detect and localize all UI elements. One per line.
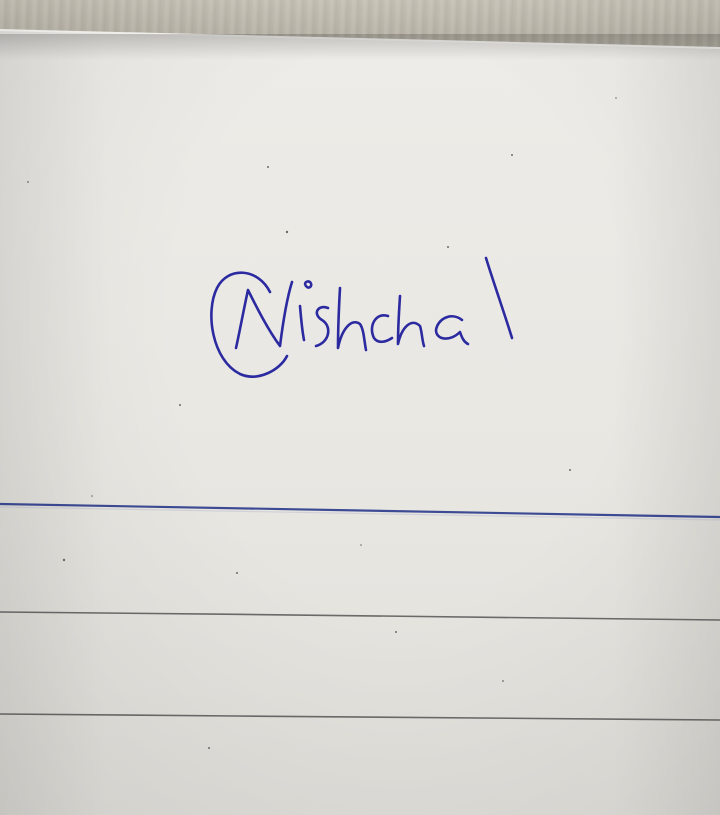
paper-edge-shadow (0, 34, 720, 60)
paper-side-shade (0, 30, 720, 815)
